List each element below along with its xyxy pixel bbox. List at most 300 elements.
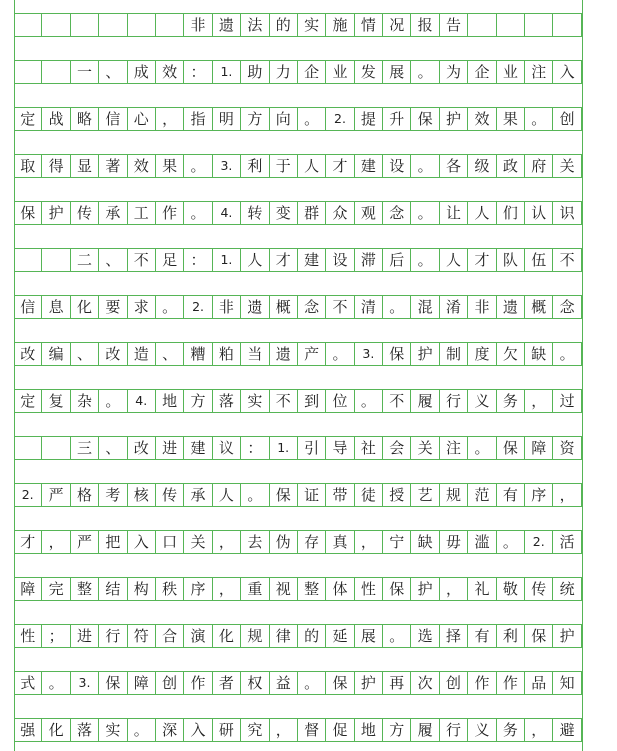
- grid-cell: 规: [241, 625, 269, 647]
- grid-cell: 复: [42, 390, 70, 412]
- grid-cell: 导: [326, 437, 354, 459]
- grid-cell: 欠: [497, 343, 525, 365]
- grid-cell: 战: [42, 108, 70, 130]
- grid-cell: 们: [497, 202, 525, 224]
- grid-cell: 缺: [411, 531, 439, 553]
- grid-cell: 规: [440, 484, 468, 506]
- grid-cell: 、: [71, 343, 99, 365]
- grid-cell: 整: [71, 578, 99, 600]
- grid-cell: 作: [156, 202, 184, 224]
- grid-cell: 3.: [71, 672, 99, 694]
- grid-cell: 。: [326, 343, 354, 365]
- grid-cell: 。: [411, 202, 439, 224]
- grid-cell: 真: [326, 531, 354, 553]
- grid-cell: 1.: [213, 249, 241, 271]
- grid-cell: 建: [184, 437, 212, 459]
- grid-cell: 作: [468, 672, 496, 694]
- grid-cell: 法: [241, 14, 269, 36]
- grid-cell: ，: [42, 531, 70, 553]
- grid-cell: 二: [71, 249, 99, 271]
- grid-cell: 识: [553, 202, 581, 224]
- grid-cell: 社: [355, 437, 383, 459]
- grid-cell: 府: [525, 155, 553, 177]
- grid-cell: 1.: [213, 61, 241, 83]
- grid-cell: 。: [553, 343, 581, 365]
- grid-cell: 创: [440, 672, 468, 694]
- grid-cell: [14, 249, 42, 271]
- grid-cell: 。: [411, 61, 439, 83]
- grid-cell: [156, 14, 184, 36]
- grid-cell: 知: [553, 672, 581, 694]
- grid-cell: 、: [99, 61, 127, 83]
- grid-cell: 宁: [383, 531, 411, 553]
- grid-cell: 滥: [468, 531, 496, 553]
- grid-cell: 护: [440, 108, 468, 130]
- grid-row: [14, 201, 582, 225]
- grid-cell: 定: [14, 108, 42, 130]
- grid-cell: 3.: [355, 343, 383, 365]
- grid-cell: 护: [355, 672, 383, 694]
- grid-cell: 保: [270, 484, 298, 506]
- grid-cell: 护: [553, 625, 581, 647]
- grid-cell: ；: [42, 625, 70, 647]
- grid-cell: 避: [553, 719, 581, 741]
- grid-cell: 行: [440, 390, 468, 412]
- grid-cell: 严: [71, 531, 99, 553]
- grid-cell: 保: [525, 625, 553, 647]
- grid-cell: 心: [128, 108, 156, 130]
- grid-cell: 的: [270, 14, 298, 36]
- grid-cell: 观: [355, 202, 383, 224]
- grid-cell: 证: [298, 484, 326, 506]
- grid-cell: 承: [99, 202, 127, 224]
- grid-cell: 。: [241, 484, 269, 506]
- grid-cell: 2.: [326, 108, 354, 130]
- grid-cell: 不: [553, 249, 581, 271]
- grid-cell: 才: [270, 249, 298, 271]
- grid-cell: [71, 14, 99, 36]
- grid-cell: 助: [241, 61, 269, 83]
- grid-cell: 重: [241, 578, 269, 600]
- grid-cell: 展: [355, 625, 383, 647]
- grid-cell: 滞: [355, 249, 383, 271]
- grid-cell: [497, 14, 525, 36]
- grid-cell: 杂: [71, 390, 99, 412]
- grid-cell: 效: [128, 155, 156, 177]
- grid-cell: ，: [355, 531, 383, 553]
- grid-cell: 粕: [213, 343, 241, 365]
- grid-cell: 取: [14, 155, 42, 177]
- grid-cell: ：: [184, 249, 212, 271]
- grid-cell: 护: [411, 578, 439, 600]
- grid-cell: 毋: [440, 531, 468, 553]
- grid-cell: ，: [156, 108, 184, 130]
- grid-cell: 到: [298, 390, 326, 412]
- grid-cell: 混: [411, 296, 439, 318]
- grid-cell: 者: [213, 672, 241, 694]
- grid-cell: 方: [241, 108, 269, 130]
- grid-cell: 。: [156, 296, 184, 318]
- grid-cell: ，: [553, 484, 581, 506]
- grid-cell: [42, 61, 70, 83]
- grid-cell: 况: [383, 14, 411, 36]
- grid-cell: 设: [326, 249, 354, 271]
- grid-cell: 范: [468, 484, 496, 506]
- grid-cell: 。: [411, 249, 439, 271]
- grid-cell: 念: [298, 296, 326, 318]
- grid-cell: 整: [298, 578, 326, 600]
- grid-cell: 护: [411, 343, 439, 365]
- grid-cell: 人: [440, 249, 468, 271]
- grid-row: [14, 577, 582, 601]
- grid-cell: 1.: [270, 437, 298, 459]
- grid-cell: 遗: [270, 343, 298, 365]
- grid-cell: 促: [326, 719, 354, 741]
- grid-cell: 活: [553, 531, 581, 553]
- grid-cell: 。: [411, 155, 439, 177]
- grid-cell: 政: [497, 155, 525, 177]
- grid-cell: 3.: [213, 155, 241, 177]
- grid-cell: 非: [213, 296, 241, 318]
- grid-cell: 队: [497, 249, 525, 271]
- grid-cell: 伪: [270, 531, 298, 553]
- grid-cell: 保: [383, 578, 411, 600]
- grid-cell: 。: [383, 296, 411, 318]
- grid-cell: 略: [71, 108, 99, 130]
- grid-cell: 的: [298, 625, 326, 647]
- grid-cell: [525, 14, 553, 36]
- grid-cell: 4.: [128, 390, 156, 412]
- grid-cell: 。: [184, 202, 212, 224]
- grid-cell: 、: [156, 343, 184, 365]
- grid-cell: 设: [383, 155, 411, 177]
- grid-row: [14, 342, 582, 366]
- grid-cell: 性: [355, 578, 383, 600]
- grid-cell: 企: [298, 61, 326, 83]
- grid-cell: 资: [553, 437, 581, 459]
- grid-cell: 秩: [156, 578, 184, 600]
- grid-cell: [42, 14, 70, 36]
- grid-cell: 度: [468, 343, 496, 365]
- grid-cell: 告: [440, 14, 468, 36]
- grid-cell: 级: [468, 155, 496, 177]
- grid-cell: 保: [383, 343, 411, 365]
- grid-cell: 业: [326, 61, 354, 83]
- grid-cell: 强: [14, 719, 42, 741]
- grid-cell: 遗: [497, 296, 525, 318]
- grid-cell: 要: [99, 296, 127, 318]
- grid-cell: 才: [468, 249, 496, 271]
- grid-cell: 。: [383, 625, 411, 647]
- grid-cell: 糟: [184, 343, 212, 365]
- grid-cell: 利: [497, 625, 525, 647]
- grid-cell: 严: [42, 484, 70, 506]
- grid-cell: 研: [213, 719, 241, 741]
- grid-cell: 人: [298, 155, 326, 177]
- grid-cell: 保: [99, 672, 127, 694]
- grid-cell: 。: [355, 390, 383, 412]
- grid-cell: 履: [411, 390, 439, 412]
- grid-cell: 落: [71, 719, 99, 741]
- grid-cell: 果: [156, 155, 184, 177]
- grid-cell: 方: [184, 390, 212, 412]
- grid-cell: 为: [440, 61, 468, 83]
- grid-cell: [553, 14, 581, 36]
- grid-cell: 。: [298, 108, 326, 130]
- grid-cell: 注: [525, 61, 553, 83]
- grid-cell: 编: [42, 343, 70, 365]
- grid-cell: 造: [128, 343, 156, 365]
- grid-cell: 。: [42, 672, 70, 694]
- grid-cell: 入: [128, 531, 156, 553]
- grid-cell: [42, 437, 70, 459]
- grid-cell: 业: [497, 61, 525, 83]
- grid-cell: 履: [411, 719, 439, 741]
- grid-cell: 实: [241, 390, 269, 412]
- grid-cell: 效: [156, 61, 184, 83]
- grid-cell: 授: [383, 484, 411, 506]
- grid-cell: 有: [497, 484, 525, 506]
- grid-cell: 人: [241, 249, 269, 271]
- grid-cell: 。: [99, 390, 127, 412]
- grid-row: [14, 436, 582, 460]
- grid-cell: 合: [156, 625, 184, 647]
- grid-cell: 传: [71, 202, 99, 224]
- grid-cell: 序: [525, 484, 553, 506]
- grid-row: [14, 295, 582, 319]
- grid-cell: 后: [383, 249, 411, 271]
- grid-cell: 障: [14, 578, 42, 600]
- grid-cell: 2.: [184, 296, 212, 318]
- grid-cell: 。: [298, 672, 326, 694]
- grid-cell: 展: [383, 61, 411, 83]
- grid-cell: 改: [14, 343, 42, 365]
- grid-cell: ：: [241, 437, 269, 459]
- grid-cell: 选: [411, 625, 439, 647]
- grid-cell: 地: [355, 719, 383, 741]
- grid-cell: 关: [411, 437, 439, 459]
- grid-cell: 化: [71, 296, 99, 318]
- grid-cell: 向: [270, 108, 298, 130]
- grid-cell: 视: [270, 578, 298, 600]
- grid-cell: 入: [553, 61, 581, 83]
- grid-cell: 群: [298, 202, 326, 224]
- grid-cell: 式: [14, 672, 42, 694]
- grid-cell: 化: [213, 625, 241, 647]
- grid-cell: 4.: [213, 202, 241, 224]
- grid-cell: 不: [270, 390, 298, 412]
- grid-cell: 障: [128, 672, 156, 694]
- grid-cell: ，: [525, 719, 553, 741]
- grid-cell: 统: [553, 578, 581, 600]
- grid-cell: 入: [184, 719, 212, 741]
- grid-cell: 体: [326, 578, 354, 600]
- grid-cell: 完: [42, 578, 70, 600]
- grid-row: [14, 154, 582, 178]
- grid-cell: 次: [411, 672, 439, 694]
- grid-cell: 信: [99, 108, 127, 130]
- grid-cell: 改: [128, 437, 156, 459]
- grid-cell: 利: [241, 155, 269, 177]
- grid-cell: 择: [440, 625, 468, 647]
- grid-cell: 格: [71, 484, 99, 506]
- grid-cell: 督: [298, 719, 326, 741]
- grid-cell: 口: [156, 531, 184, 553]
- grid-cell: 求: [128, 296, 156, 318]
- grid-cell: 果: [497, 108, 525, 130]
- grid-cell: ，: [525, 390, 553, 412]
- grid-cell: 显: [71, 155, 99, 177]
- grid-cell: 究: [241, 719, 269, 741]
- grid-cell: 律: [270, 625, 298, 647]
- grid-cell: 义: [468, 719, 496, 741]
- grid-cell: ：: [184, 61, 212, 83]
- grid-cell: ，: [213, 578, 241, 600]
- grid-cell: [42, 249, 70, 271]
- grid-cell: 构: [128, 578, 156, 600]
- grid-cell: 承: [184, 484, 212, 506]
- grid-cell: 足: [156, 249, 184, 271]
- grid-cell: 关: [553, 155, 581, 177]
- grid-cell: 演: [184, 625, 212, 647]
- grid-cell: 。: [128, 719, 156, 741]
- grid-cell: 产: [298, 343, 326, 365]
- grid-cell: 力: [270, 61, 298, 83]
- grid-cell: 报: [411, 14, 439, 36]
- grid-row: [14, 530, 582, 554]
- grid-cell: 权: [241, 672, 269, 694]
- grid-cell: 、: [99, 437, 127, 459]
- grid-cell: 有: [468, 625, 496, 647]
- grid-cell: 定: [14, 390, 42, 412]
- grid-row: [14, 107, 582, 131]
- grid-cell: ，: [440, 578, 468, 600]
- grid-cell: [468, 14, 496, 36]
- grid-cell: [14, 61, 42, 83]
- grid-cell: 创: [156, 672, 184, 694]
- grid-cell: [14, 14, 42, 36]
- grid-cell: ，: [213, 531, 241, 553]
- grid-cell: 议: [213, 437, 241, 459]
- grid-cell: 伍: [525, 249, 553, 271]
- grid-cell: 成: [128, 61, 156, 83]
- grid-cell: 缺: [525, 343, 553, 365]
- grid-cell: 益: [270, 672, 298, 694]
- grid-cell: 施: [326, 14, 354, 36]
- grid-cell: 各: [440, 155, 468, 177]
- grid-cell: 进: [156, 437, 184, 459]
- grid-cell: 不: [326, 296, 354, 318]
- grid-cell: 2.: [525, 531, 553, 553]
- grid-cell: 改: [99, 343, 127, 365]
- grid-cell: 方: [383, 719, 411, 741]
- grid-cell: 念: [553, 296, 581, 318]
- grid-cell: 制: [440, 343, 468, 365]
- grid-cell: 把: [99, 531, 127, 553]
- grid-cell: 指: [184, 108, 212, 130]
- grid-cell: 。: [497, 531, 525, 553]
- grid-cell: 才: [14, 531, 42, 553]
- grid-cell: 。: [184, 155, 212, 177]
- grid-cell: 淆: [440, 296, 468, 318]
- grid-cell: 于: [270, 155, 298, 177]
- grid-cell: 企: [468, 61, 496, 83]
- grid-cell: 过: [553, 390, 581, 412]
- grid-cell: 会: [383, 437, 411, 459]
- grid-cell: 人: [213, 484, 241, 506]
- grid-cell: 遗: [213, 14, 241, 36]
- grid-cell: 实: [298, 14, 326, 36]
- grid-cell: 存: [298, 531, 326, 553]
- grid-row: [14, 13, 582, 37]
- grid-cell: 创: [553, 108, 581, 130]
- grid-cell: 注: [440, 437, 468, 459]
- grid-cell: ，: [270, 719, 298, 741]
- grid-cell: 非: [468, 296, 496, 318]
- grid-cell: 保: [14, 202, 42, 224]
- grid-cell: 保: [411, 108, 439, 130]
- grid-cell: 清: [355, 296, 383, 318]
- grid-cell: 、: [99, 249, 127, 271]
- grid-cell: 概: [525, 296, 553, 318]
- grid-cell: 人: [468, 202, 496, 224]
- grid-cell: 护: [42, 202, 70, 224]
- grid-cell: 结: [99, 578, 127, 600]
- grid-cell: [14, 437, 42, 459]
- grid-cell: 化: [42, 719, 70, 741]
- grid-cell: 实: [99, 719, 127, 741]
- grid-row: [14, 248, 582, 272]
- grid-cell: 地: [156, 390, 184, 412]
- grid-cell: 务: [497, 719, 525, 741]
- grid-cell: 念: [383, 202, 411, 224]
- grid-cell: 2.: [14, 484, 42, 506]
- grid-cell: 延: [326, 625, 354, 647]
- grid-cell: 徒: [355, 484, 383, 506]
- grid-cell: 。: [525, 108, 553, 130]
- grid-cell: 带: [326, 484, 354, 506]
- grid-cell: 保: [326, 672, 354, 694]
- grid-cell: 再: [383, 672, 411, 694]
- grid-cell: 义: [468, 390, 496, 412]
- grid-row: [14, 483, 582, 507]
- grid-cell: 性: [14, 625, 42, 647]
- grid-cell: 发: [355, 61, 383, 83]
- grid-row: [14, 718, 582, 742]
- grid-cell: 遗: [241, 296, 269, 318]
- grid-cell: 符: [128, 625, 156, 647]
- grid-cell: 明: [213, 108, 241, 130]
- grid-cell: 提: [355, 108, 383, 130]
- grid-cell: 一: [71, 61, 99, 83]
- grid-cell: 息: [42, 296, 70, 318]
- grid-cell: 深: [156, 719, 184, 741]
- grid-cell: [128, 14, 156, 36]
- grid-cell: 障: [525, 437, 553, 459]
- grid-cell: 关: [184, 531, 212, 553]
- grid-cell: 务: [497, 390, 525, 412]
- grid-cell: 艺: [411, 484, 439, 506]
- grid-row: [14, 671, 582, 695]
- grid-cell: 概: [270, 296, 298, 318]
- grid-cell: [99, 14, 127, 36]
- grid-cell: 建: [298, 249, 326, 271]
- grid-cell: 认: [525, 202, 553, 224]
- grid-cell: 传: [156, 484, 184, 506]
- grid-cell: 去: [241, 531, 269, 553]
- grid-cell: 品: [525, 672, 553, 694]
- grid-cell: 三: [71, 437, 99, 459]
